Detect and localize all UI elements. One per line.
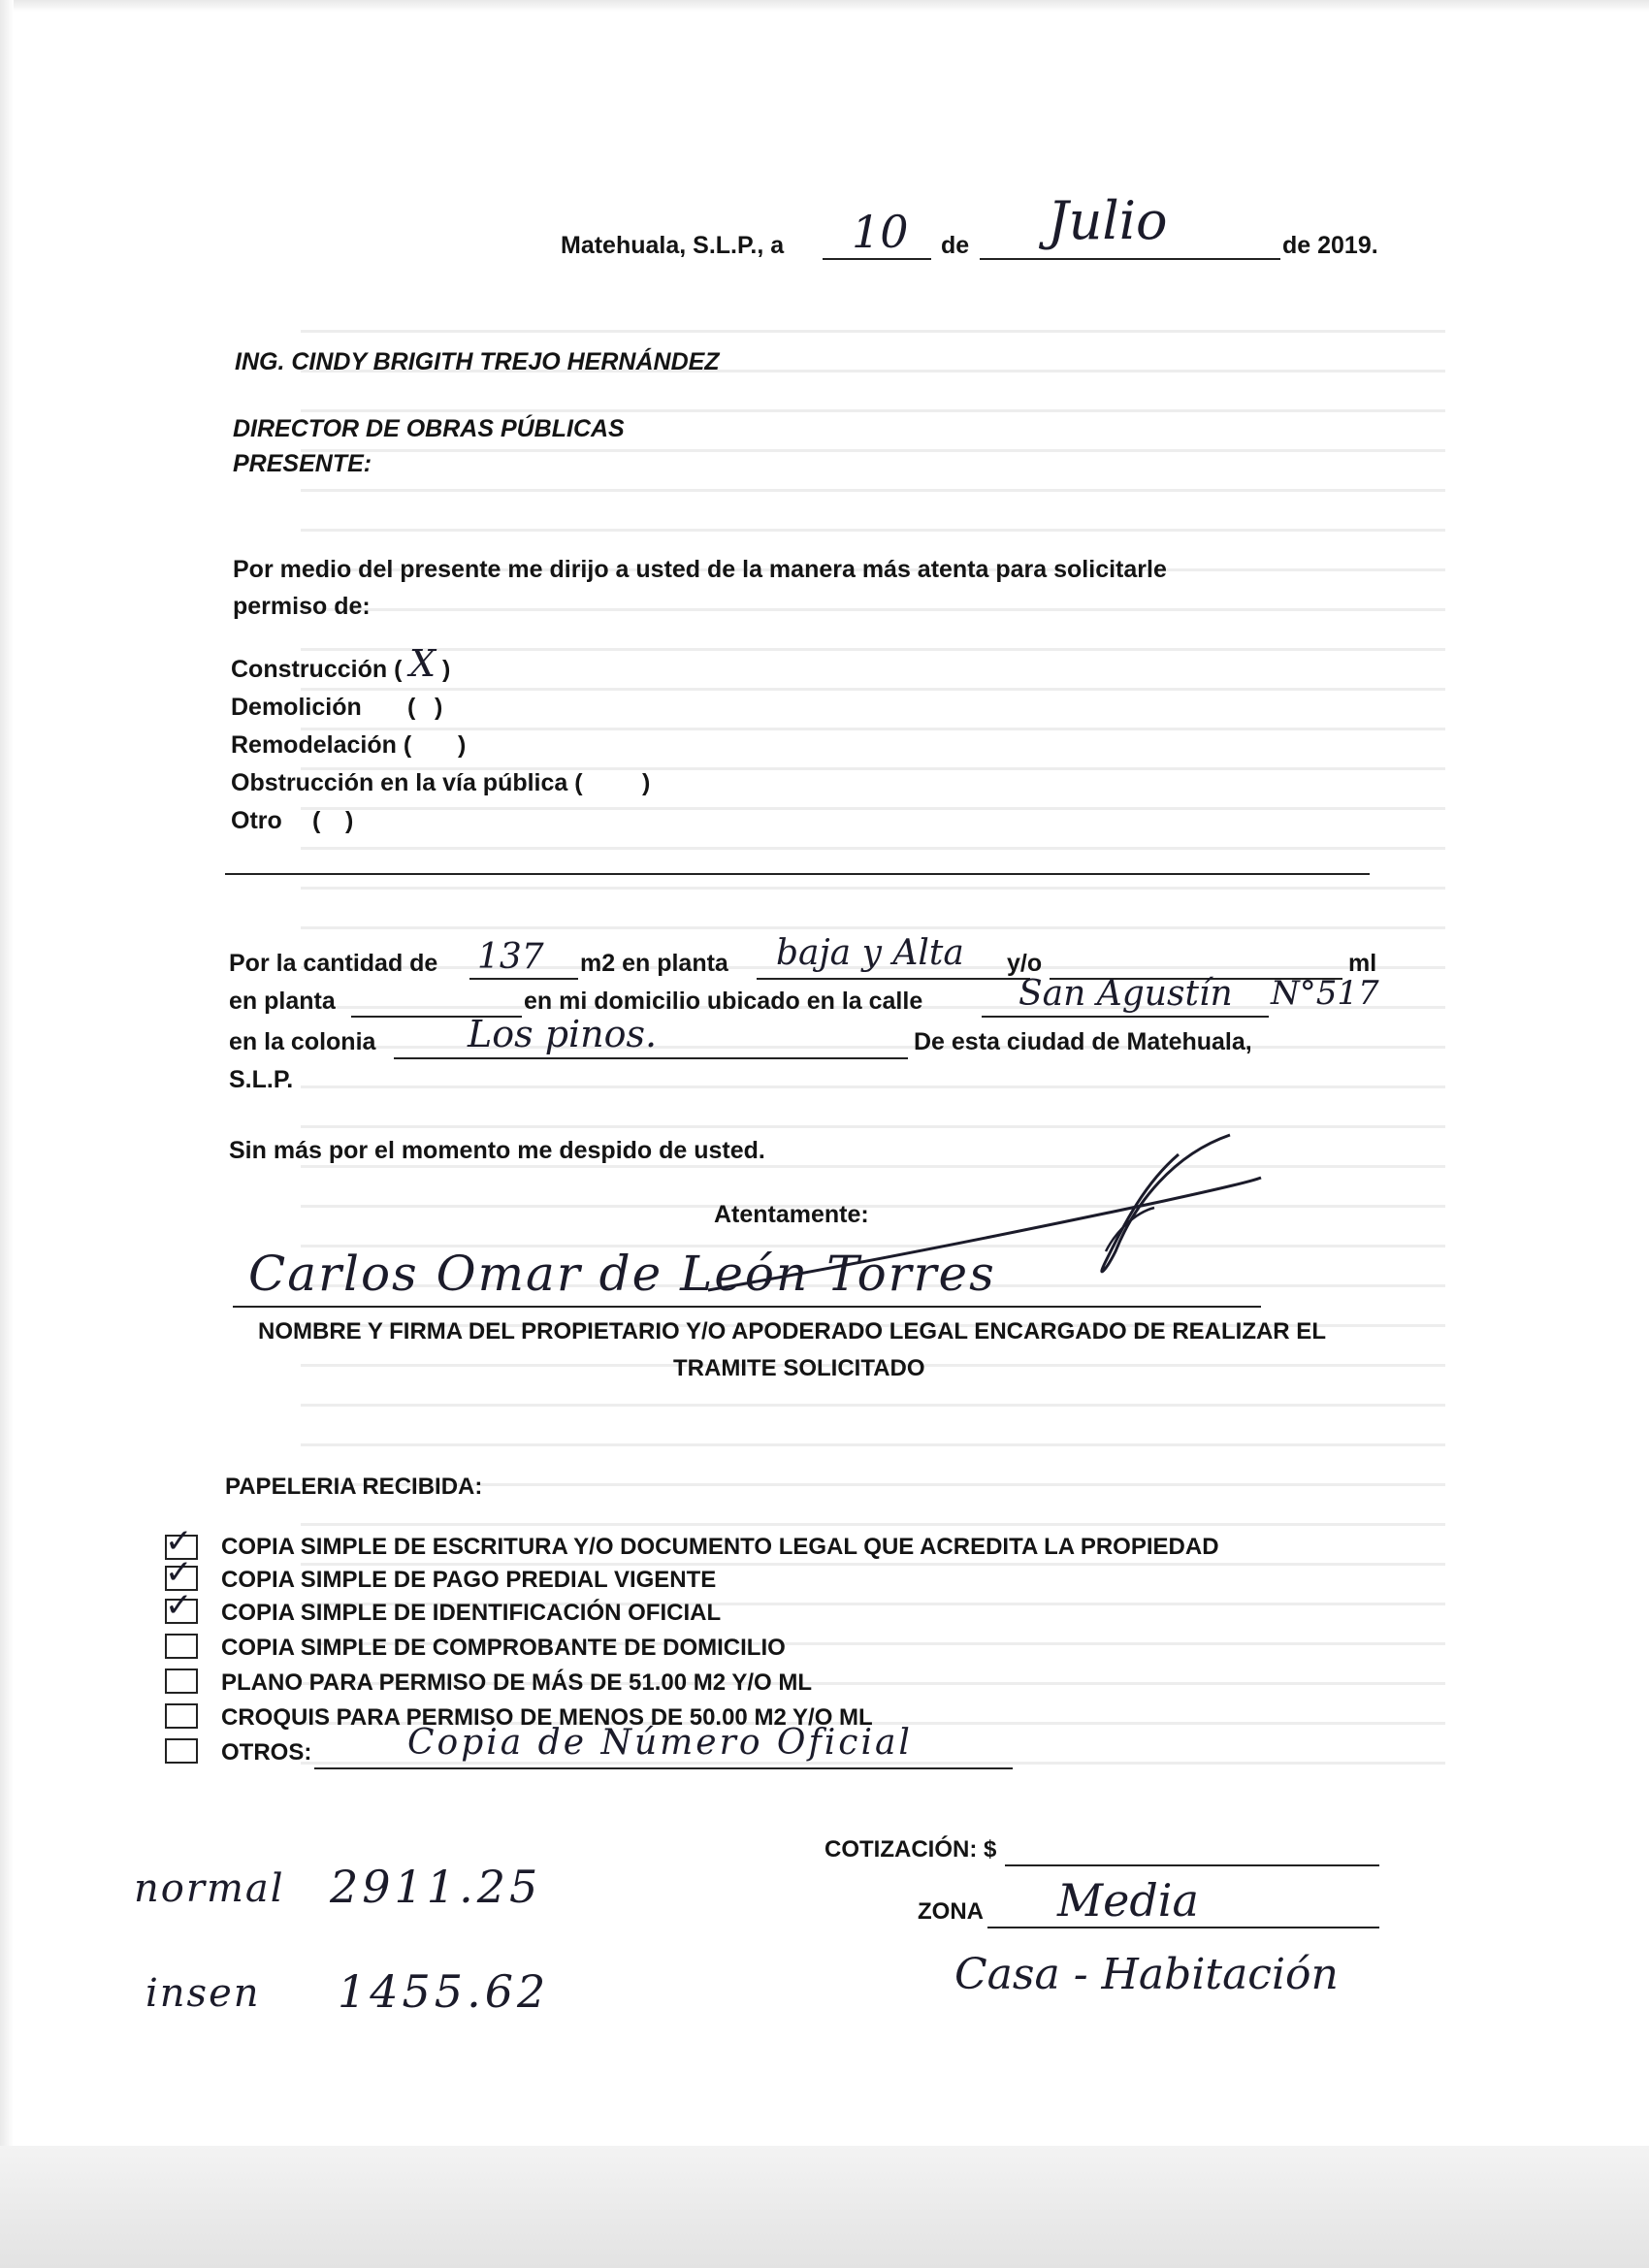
zona-label: ZONA	[918, 1898, 984, 1925]
date-place-prefix: Matehuala, S.L.P., a	[561, 232, 785, 259]
check-icon: ✓	[165, 1553, 193, 1592]
permit-remodelacion-close: )	[458, 731, 467, 759]
signature-caption-1: NOMBRE Y FIRMA DEL PROPIETARIO Y/O APODERADO LEGAL ENCARGADO DE REALIZAR EL	[258, 1318, 1326, 1345]
recipient-name: ING. CINDY BRIGITH TREJO HERNÁNDEZ	[235, 348, 720, 375]
owner-handwritten-name: Carlos Omar de León Torres	[248, 1246, 996, 1302]
signature-caption-2: TRAMITE SOLICITADO	[673, 1355, 925, 1381]
calle-value: San Agustín	[1018, 974, 1233, 1014]
otros-underline	[314, 1767, 1013, 1769]
doc-plano-label: PLANO PARA PERMISO DE MÁS DE 51.00 M2 Y/O ML	[221, 1669, 812, 1696]
permit-demolicion-label: Demolición	[231, 694, 362, 721]
check-icon: ✓	[165, 1586, 193, 1625]
despedida-text: Sin más por el momento me despido de usted.	[229, 1137, 765, 1164]
colonia-label: en la colonia	[229, 1028, 376, 1055]
note-normal-value: 2911.25	[330, 1861, 542, 1913]
permit-demolicion-close: )	[435, 694, 443, 721]
permit-construccion-label: Construcción (	[231, 656, 403, 683]
intro-line-1: Por medio del presente me dirijo a usted de la manera más atenta para solicitarle	[233, 556, 1167, 583]
ml-label: ml	[1348, 950, 1377, 977]
atentamente-text: Atentamente:	[714, 1201, 869, 1228]
note-insen-label: insen	[146, 1971, 261, 2016]
documents-heading: PAPELERIA RECIBIDA:	[225, 1474, 483, 1500]
doc-plano-checkbox[interactable]	[165, 1669, 198, 1694]
permit-obstruccion-close: )	[642, 769, 651, 796]
cantidad-label: Por la cantidad de	[229, 950, 438, 977]
doc-domicilio-label: COPIA SIMPLE DE COMPROBANTE DE DOMICILIO	[221, 1635, 786, 1661]
doc-predial-label: COPIA SIMPLE DE PAGO PREDIAL VIGENTE	[221, 1567, 717, 1593]
signature-line	[233, 1306, 1261, 1308]
doc-croquis-checkbox[interactable]	[165, 1703, 198, 1729]
domicilio-label: en mi domicilio ubicado en la calle	[524, 988, 923, 1015]
permit-construccion-mark: X	[409, 642, 436, 685]
zona-value: Media	[1057, 1874, 1199, 1927]
date-day: 10	[852, 206, 909, 258]
doc-otros-label: OTROS:	[221, 1739, 312, 1766]
intro-line-2: permiso de:	[233, 593, 371, 620]
en-planta-label: en planta	[229, 988, 336, 1015]
date-month: Julio	[1048, 190, 1168, 251]
cotizacion-label: COTIZACIÓN: $	[824, 1836, 997, 1863]
ciudad-label: De esta ciudad de Matehuala,	[914, 1028, 1252, 1055]
slp-label: S.L.P.	[229, 1066, 294, 1093]
numero-value: N°517	[1271, 974, 1379, 1013]
uso-value: Casa - Habitación	[954, 1950, 1339, 1999]
permit-otro-close: )	[345, 807, 354, 834]
otros-value: Copia de Número Oficial	[407, 1723, 913, 1763]
recipient-title: DIRECTOR DE OBRAS PÚBLICAS	[233, 415, 625, 442]
yo-label: y/o	[1007, 950, 1043, 977]
zona-underline	[987, 1927, 1379, 1928]
doc-identificacion-label: COPIA SIMPLE DE IDENTIFICACIÓN OFICIAL	[221, 1600, 722, 1626]
note-insen-value: 1455.62	[338, 1965, 550, 2018]
date-year: de 2019.	[1282, 232, 1378, 259]
permit-obstruccion-label: Obstrucción en la vía pública (	[231, 769, 583, 796]
note-normal-label: normal	[134, 1866, 285, 1911]
doc-escritura-label: COPIA SIMPLE DE ESCRITURA Y/O DOCUMENTO LEGAL QUE ACREDITA LA PROPIEDAD	[221, 1534, 1219, 1560]
doc-otros-checkbox[interactable]	[165, 1738, 198, 1764]
date-de: de	[941, 232, 970, 259]
permit-construccion-close: )	[442, 656, 451, 683]
doc-domicilio-checkbox[interactable]	[165, 1634, 198, 1659]
m2-planta-label: m2 en planta	[580, 950, 728, 977]
planta-value: baja y Alta	[776, 933, 964, 973]
permit-otro-label: Otro	[231, 807, 282, 834]
colonia-value: Los pinos.	[468, 1013, 658, 1055]
permit-remodelacion-label: Remodelación (	[231, 731, 412, 759]
doc-croquis-label: CROQUIS PARA PERMISO DE MENOS DE 50.00 M2 Y/O ML	[221, 1704, 873, 1731]
permit-otro-open: (	[312, 807, 321, 834]
recipient-presente: PRESENTE:	[233, 450, 372, 477]
permit-demolicion-open: (	[407, 694, 416, 721]
cantidad-value: 137	[477, 937, 544, 977]
check-icon: ✓	[165, 1522, 193, 1561]
cotizacion-underline	[1005, 1864, 1379, 1866]
